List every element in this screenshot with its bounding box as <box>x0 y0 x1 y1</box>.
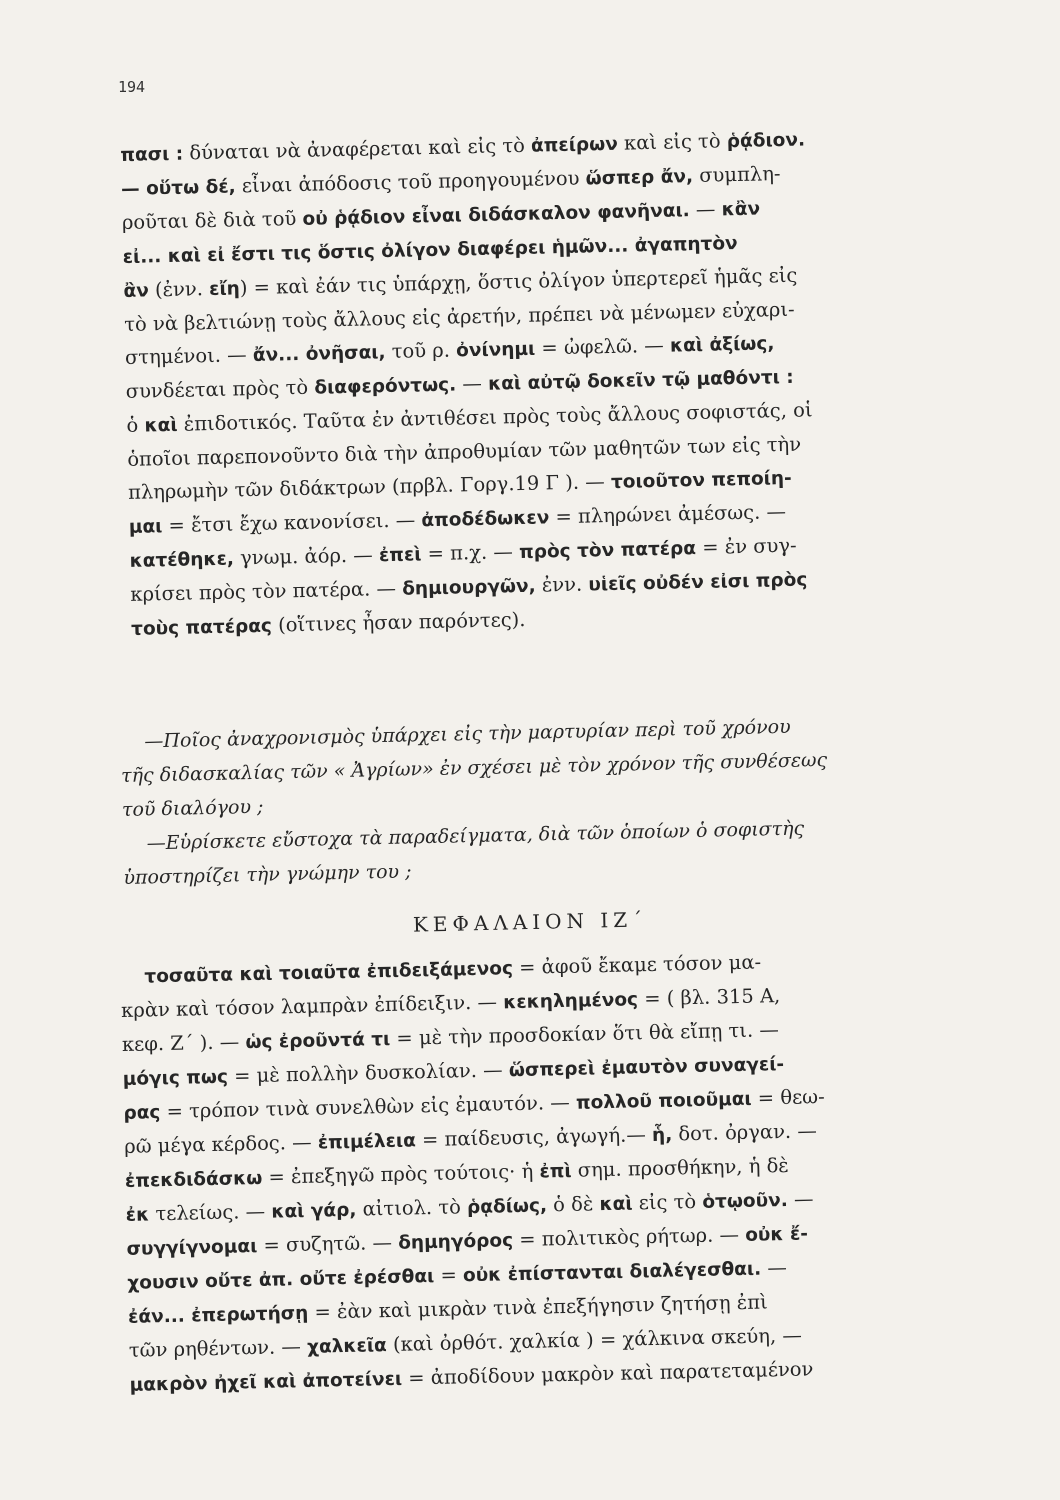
gloss-text: — <box>689 197 722 222</box>
page-number: 194 <box>118 78 146 96</box>
gloss-text: = ἔτσι ἔχω κανονίσει. — <box>162 508 422 538</box>
gloss-text: τὸ νὰ βελτιώνῃ τοὺς ἄλλους εἰς ἀρετήν, πρέπει νὰ μένωμεν εὐχαρι- <box>123 297 795 336</box>
lemma-term: μαι <box>128 516 163 538</box>
lemma-term: ὀνίνημι <box>455 338 536 362</box>
lemma-term: ἧ, <box>651 1124 673 1146</box>
question-line: τοῦ διαλόγου ; <box>121 795 264 821</box>
gloss-text: στημένοι. — <box>124 343 254 369</box>
gloss-text: = π.χ. — <box>421 540 520 566</box>
gloss-text: (ἐνν. <box>148 277 210 302</box>
gloss-text: συνδέεται πρὸς τὸ <box>125 375 315 403</box>
lemma-term: — οὕτω δέ, <box>120 176 236 200</box>
gloss-text: δύναται νὰ ἀναφέρεται καὶ εἰς τὸ <box>182 133 532 165</box>
gloss-text: = μὲ τὴν προσδοκίαν ὅτι θὰ εἴπῃ τι. — <box>389 1018 780 1050</box>
gloss-text: κρίσει πρὸς τὸν πατέρα. — <box>130 576 403 606</box>
question-line: ὑποστηρίζει τὴν γνώμην του ; <box>123 860 412 889</box>
gloss-text: ρῶ μέγα κέρδος. — <box>123 1130 319 1158</box>
gloss-text: = ἀποδίδουν μακρὸν καὶ παρατεταμένον <box>401 1357 814 1390</box>
gloss-text: = πολιτικὸς ρήτωρ. — <box>512 1222 746 1252</box>
gloss-text: = ἀφοῦ ἔκαμε τόσον μα- <box>512 950 762 980</box>
gloss-text: = ὠφελῶ. — <box>534 333 671 360</box>
lemma-term: καὶ γάρ, <box>271 1199 357 1223</box>
gloss-text: ὁ δὲ <box>546 1192 600 1217</box>
gloss-text: συμπλη- <box>692 162 781 188</box>
gloss-text: αἰτιολ. τὸ <box>356 1195 468 1221</box>
chapter-heading: ΚΕΦΑΛΑΙΟΝ ΙΖ΄ <box>412 907 648 937</box>
gloss-text: = θεω- <box>751 1085 825 1110</box>
lemma-term: εἴη <box>208 278 241 301</box>
lemma-term: χουσιν οὔτε ἀπ. οὔτε ἐρέσθαι <box>127 1265 435 1294</box>
gloss-text: ροῦται δὲ διὰ τοῦ <box>121 206 303 234</box>
gloss-text: εἰς τὸ <box>632 1189 703 1215</box>
lemma-term: κἂν <box>721 198 761 221</box>
lemma-term: ὁτῳοῦν. <box>702 1189 789 1213</box>
gloss-text: = μὲ πολλὴν δυσκολίαν. — <box>227 1058 510 1088</box>
lemma-term: μακρὸν ἠχεῖ καὶ ἀποτείνει <box>129 1368 403 1396</box>
gloss-text: = συζητῶ. — <box>257 1230 399 1257</box>
lemma-term: συγγίγνομαι <box>126 1235 258 1260</box>
lemma-term: ῥᾳδίως, <box>466 1195 548 1219</box>
gloss-text: δοτ. ὀργαν. — <box>671 1119 818 1146</box>
gloss-text: (οἵτινες ἦσαν παρόντες). <box>271 607 526 637</box>
lemma-term: τοιοῦτον πεποίη- <box>610 467 792 493</box>
gloss-text: — <box>455 371 489 396</box>
lemma-term: ῥᾴδιον. <box>726 129 806 153</box>
lemma-term: ἂν <box>123 280 150 302</box>
question-line: τῆς διδασκαλίας τῶν « Ἀγρίων» ἐν σχέσει μὲ τὸν χρόνον τῆς συνθέσεως <box>120 748 828 787</box>
gloss-text: σημ. προσθήκην, ἡ δὲ <box>571 1153 790 1182</box>
gloss-text: καὶ εἰς τὸ <box>617 129 728 155</box>
lemma-term: ἐάν... ἐπερωτήσῃ <box>127 1302 309 1328</box>
lemma-term: ὥσπερ ἄν, <box>585 166 694 190</box>
gloss-text: (καὶ ὀρθότ. χαλκία ) = χάλκινα σκεύη, — <box>386 1323 803 1357</box>
lemma-term: κατέθηκε, <box>129 548 235 572</box>
question-line: —Ποῖος ἀναχρονισμὸς ὑπάρχει εἰς τὴν μαρτυρίαν περὶ τοῦ χρόνου <box>144 715 791 753</box>
review-questions <box>120 705 994 895</box>
lemma-term: ὡς ἐροῦντά τι <box>245 1028 391 1054</box>
lemma-term: ἄν... ὀνῆσαι, <box>252 342 386 367</box>
lemma-term: καὶ <box>599 1193 633 1216</box>
lemma-term: ἀποδέδωκεν <box>421 507 550 532</box>
lemma-term: μόγις πως <box>122 1066 229 1090</box>
lemma-term: ἐπὶ <box>539 1160 572 1183</box>
gloss-text: = ἐὰν καὶ μικρὰν τινὰ ἐπεξήγησιν ζητήσῃ ἐπὶ <box>308 1290 768 1324</box>
lemma-term: οὐκ ἐπίστανται διαλέγεσθαι. <box>462 1258 762 1287</box>
lemma-term: ἀπείρων <box>530 133 619 157</box>
gloss-text: ἐνν. <box>535 572 589 597</box>
lemma-term: εἰ... καὶ εἰ ἔστι τις ὅστις ὀλίγον διαφέρει ἡμῶν... ἀγαπητὸν <box>122 233 738 268</box>
lemma-term: καὶ ἀξίως, <box>669 333 775 357</box>
gloss-text: = ἐπεξηγῶ πρὸς τούτοις· ἡ <box>262 1159 540 1189</box>
gloss-text: = τρόπον τινὰ συνελθὼν εἰς ἐμαυτόν. — <box>160 1090 577 1124</box>
lemma-term: καὶ <box>144 414 178 437</box>
gloss-text: τελείως. — <box>148 1199 272 1226</box>
lemma-term: τοὺς πατέρας <box>130 615 273 640</box>
lemma-term: δημιουργῶν, <box>401 575 536 600</box>
gloss-text: τοῦ ρ. <box>385 338 457 364</box>
lemma-term: ὥσπερεὶ ἐμαυτὸν συναγεί- <box>508 1053 785 1082</box>
lemma-term: ἐπεκδιδάσκω <box>124 1167 263 1192</box>
lemma-term: χαλκεῖα <box>306 1335 388 1358</box>
gloss-text: ) = καὶ ἐάν τις ὑπάρχῃ, ὅστις ὀλίγον ὑπερτερεῖ ἡμᾶς εἰς <box>239 263 798 300</box>
gloss-text: κεφ. Ζ΄ ). — <box>121 1030 246 1056</box>
lemma-term: ρας <box>123 1102 161 1124</box>
gloss-text: ὁ <box>126 413 145 437</box>
lemma-term: πρὸς τὸν πατέρα <box>518 538 697 564</box>
lemma-term: καὶ αὐτῷ δοκεῖν τῷ μαθόντι : <box>487 366 794 395</box>
lemma-term: κεκηλημένος <box>502 989 639 1014</box>
gloss-text: = παίδευσις, ἀγωγή.— <box>415 1122 653 1152</box>
lemma-term: ἐκ <box>125 1204 150 1226</box>
gloss-text: πληρωμὴν τῶν διδάκτρων (πρβλ. Γοργ.19 Γ ). — <box>127 469 612 504</box>
gloss-text: — <box>760 1255 788 1280</box>
lemma-term: ἐπεὶ <box>378 544 422 567</box>
gloss-text: κρὰν καὶ τόσον λαμπρὰν ἐπίδειξιν. — <box>120 990 504 1022</box>
lemma-term: οὐκ ἔ- <box>744 1223 809 1246</box>
gloss-text: ἐπιδοτικός. Ταῦτα ἐν ἀντιθέσει πρὸς τοὺς ἄλλους σοφιστάς, οἱ <box>177 398 813 436</box>
lemma-term: πασι : <box>120 143 184 166</box>
gloss-text: = ( βλ. 315 Α, <box>637 984 781 1011</box>
gloss-text: = πληρώνει ἀμέσως. — <box>549 499 787 529</box>
commentary-section-2 <box>120 940 1000 1402</box>
commentary-section-1 <box>120 118 1001 646</box>
gloss-text: εἶναι ἀπόδοσις τοῦ προηγουμένου <box>235 166 586 198</box>
gloss-text: ὁποῖοι παρεπονοῦντο διὰ τὴν ἀπροθυμίαν τῶν μαθητῶν των εἰς τὴν <box>127 432 802 471</box>
lemma-term: οὐ ῥᾴδιον εἶναι διδάσκαλον φανῆναι. <box>302 200 690 230</box>
gloss-text: τῶν ρηθέντων. — <box>128 1334 308 1362</box>
lemma-term: δημηγόρος <box>397 1230 514 1254</box>
gloss-text: γνωμ. ἀόρ. — <box>233 543 380 570</box>
gloss-text: = <box>433 1263 464 1287</box>
lemma-term: τοσαῦτα καὶ τοιαῦτα ἐπιδειξάμενος <box>144 958 514 988</box>
lemma-term: ἐπιμέλεια <box>317 1130 417 1154</box>
gloss-text: — <box>787 1187 814 1211</box>
lemma-term: πολλοῦ ποιοῦμαι <box>575 1088 752 1114</box>
lemma-term: υἱεῖς οὐδέν εἰσι πρὸς <box>588 569 808 596</box>
lemma-term: διαφερόντως. <box>314 374 457 399</box>
question-line: —Εὑρίσκετε εὔστοχα τὰ παραδείγματα, διὰ τῶν ὁποίων ὁ σοφιστὴς <box>146 817 805 855</box>
gloss-text: = ἐν συγ- <box>695 533 797 560</box>
